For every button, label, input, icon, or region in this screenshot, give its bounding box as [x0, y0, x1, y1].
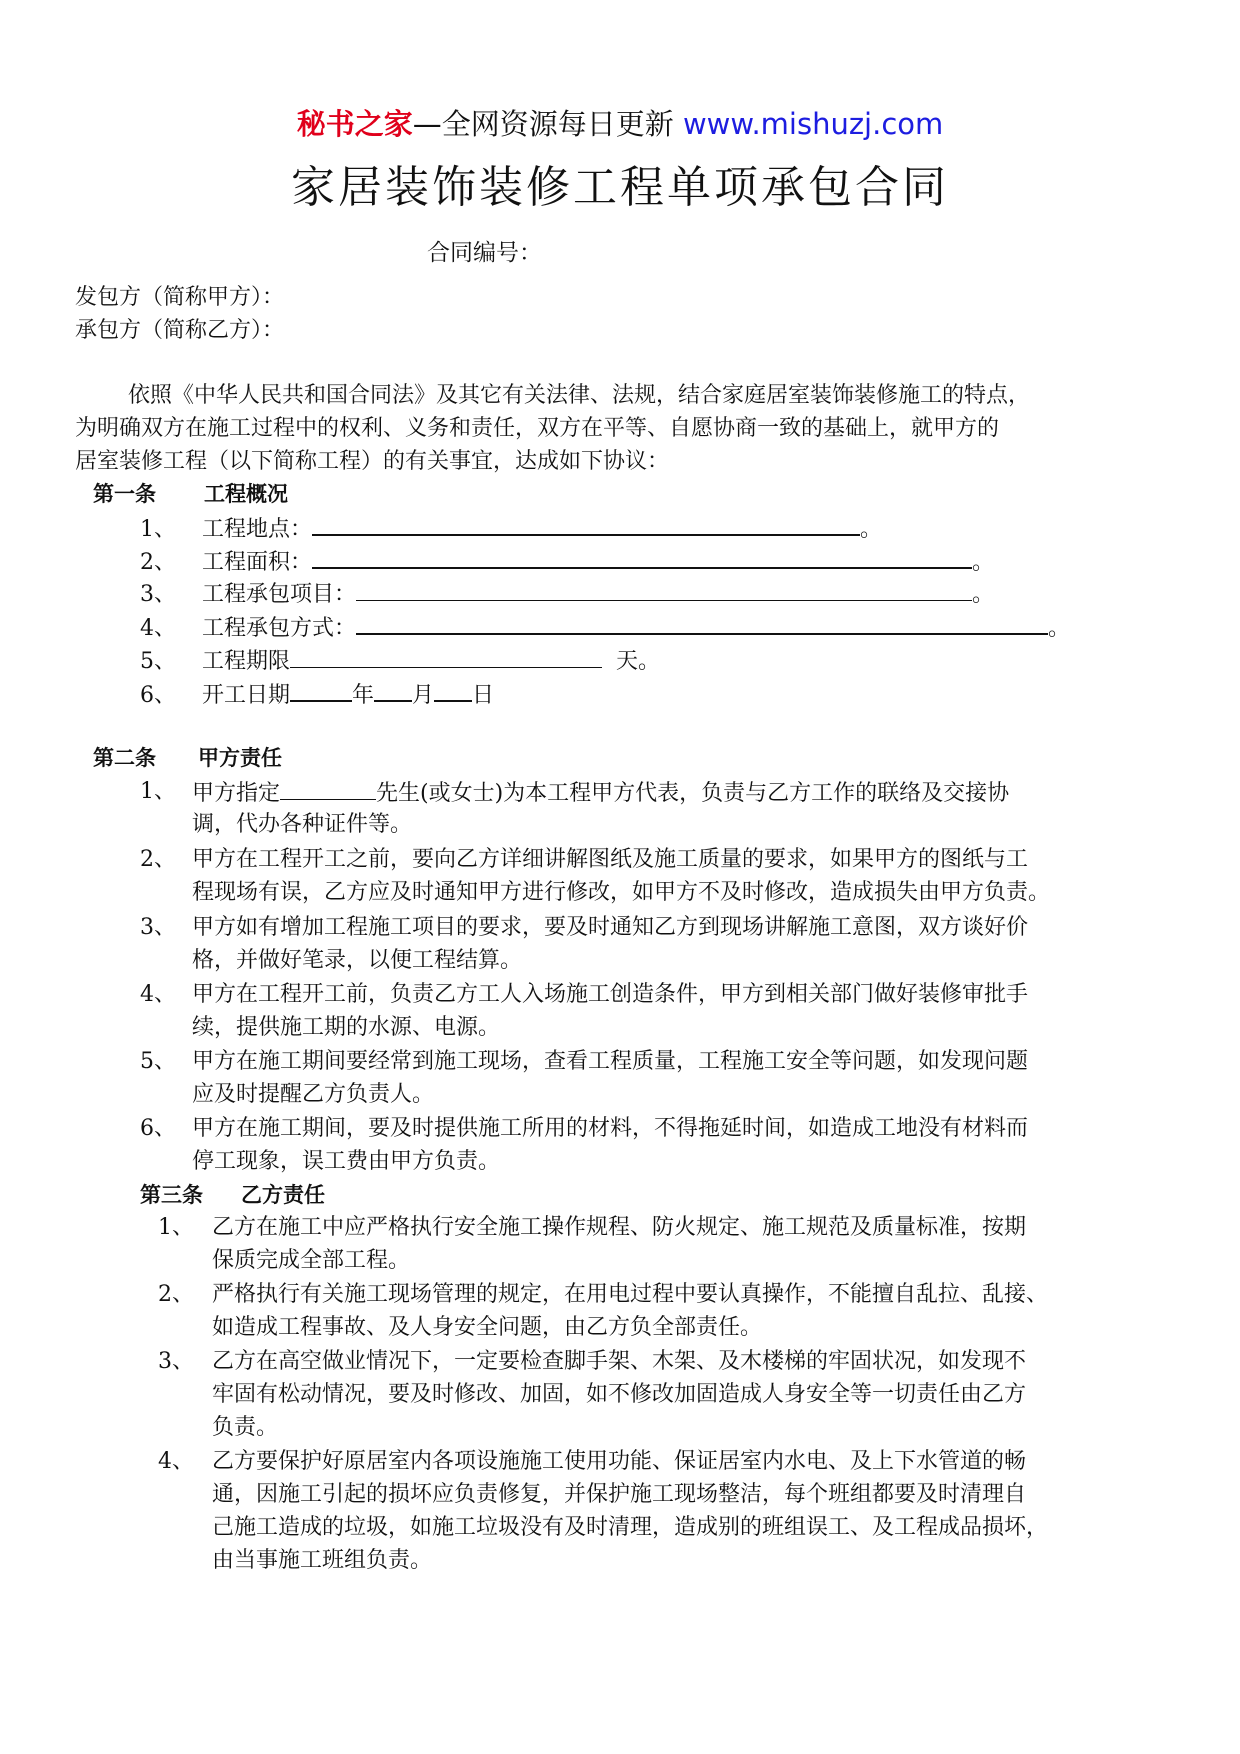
blank-field[interactable]	[280, 777, 376, 800]
list-item-line: 甲方在施工期间，要及时提供施工所用的材料，不得拖延时间，如造成工地没有材料而	[192, 1116, 1029, 1141]
day-label: 日	[472, 683, 495, 708]
list-item	[140, 645, 660, 677]
list-item-line: 格，并做好笔录，以便工程结算。	[192, 948, 523, 973]
item-label: 工程面积：	[202, 550, 313, 575]
article1-heading	[93, 479, 288, 509]
list-item-number: 3、	[140, 915, 176, 940]
item-number: 6、	[140, 683, 176, 708]
list-item-line: 乙方在高空做业情况下，一定要检查脚手架、木架、及木楼梯的牢固状况，如发现不	[212, 1349, 1027, 1374]
blank-field[interactable]	[312, 545, 972, 569]
list-item-number: 4、	[140, 982, 176, 1007]
item-label: 工程地点：	[202, 517, 313, 542]
list-item-line: 牢固有松动情况，要及时修改、加固，如不修改加固造成人身安全等一切责任由乙方	[212, 1382, 1027, 1407]
item-label: 工程期限	[202, 649, 291, 674]
list-item	[140, 611, 1070, 644]
blank-day[interactable]	[434, 678, 472, 702]
list-item-number: 1、	[140, 779, 176, 804]
blank-field[interactable]	[356, 578, 972, 601]
blank-year[interactable]	[290, 678, 352, 702]
party-b-label: 承包方（简称乙方）：	[75, 318, 285, 343]
list-item-number: 2、	[158, 1282, 194, 1307]
article-number: 第三条	[140, 1183, 203, 1207]
list-item-line: 保质完成全部工程。	[212, 1248, 411, 1273]
article-number: 第一条	[93, 482, 156, 506]
article-title: 工程概况	[204, 482, 288, 506]
list-item-line: 由当事施工班组负责。	[212, 1548, 433, 1573]
list-item-number: 1、	[158, 1215, 194, 1240]
item-number: 2、	[140, 550, 176, 575]
item-label: 开工日期	[202, 683, 291, 708]
item-end: 。	[1048, 616, 1071, 641]
list-item	[140, 678, 494, 711]
article3-heading	[140, 1180, 325, 1210]
item-number: 3、	[140, 582, 176, 607]
article-title: 甲方责任	[198, 746, 282, 770]
list-item-line: 严格执行有关施工现场管理的规定，在用电过程中要认真操作，不能擅自乱拉、乱接、	[212, 1282, 1049, 1307]
item-prefix: 甲方指定	[192, 781, 281, 806]
blank-field[interactable]	[356, 611, 1048, 635]
item-end: 。	[972, 582, 995, 607]
blank-month[interactable]	[374, 678, 412, 702]
party-a-label: 发包方（简称甲方）：	[75, 285, 285, 310]
list-item-number: 4、	[158, 1449, 194, 1474]
item-number: 5、	[140, 649, 176, 674]
intro-line: 居室装修工程（以下简称工程）的有关事宜，达成如下协议：	[75, 449, 670, 474]
item-text: 先生(或女士)为本工程甲方代表，负责与乙方工作的联络及交接协	[376, 781, 1010, 806]
list-item	[140, 545, 994, 578]
list-item-number: 2、	[140, 847, 176, 872]
list-item-line: 乙方在施工中应严格执行安全施工操作规程、防火规定、施工规范及质量标准，按期	[212, 1215, 1027, 1240]
intro-line: 为明确双方在施工过程中的权利、义务和责任，双方在平等、自愿协商一致的基础上，就甲方的	[75, 416, 1000, 441]
article-number: 第二条	[93, 746, 156, 770]
site-header	[0, 104, 1240, 144]
item-end: 。	[860, 517, 883, 542]
year-label: 年	[352, 683, 375, 708]
list-item-line: 停工现象，误工费由甲方负责。	[192, 1149, 501, 1174]
list-item-number: 3、	[158, 1349, 194, 1374]
item-number: 1、	[140, 517, 176, 542]
list-item-number: 5、	[140, 1049, 176, 1074]
item-label: 工程承包方式：	[202, 616, 357, 641]
list-item-line: 乙方要保护好原居室内各项设施施工使用功能、保证居室内水电、及上下水管道的畅	[212, 1449, 1027, 1474]
list-item-line: 如造成工程事故、及人身安全问题，由乙方负全部责任。	[212, 1315, 763, 1340]
item-end: 天。	[616, 649, 661, 674]
list-item-line: 甲方在施工期间要经常到施工现场，查看工程质量，工程施工安全等问题，如发现问题	[192, 1049, 1029, 1074]
header-slogan: —全网资源每日更新	[412, 107, 674, 141]
intro-line: 依照《中华人民共和国合同法》及其它有关法律、法规，结合家庭居室装饰装修施工的特点，	[128, 383, 1031, 408]
brand-name: 秘书之家	[296, 107, 413, 141]
item-label: 工程承包项目：	[202, 582, 357, 607]
list-item-line: 程现场有误，乙方应及时通知甲方进行修改，如甲方不及时修改，造成损失由甲方负责。	[192, 880, 1051, 905]
month-label: 月	[412, 683, 435, 708]
contract-number-label: 合同编号：	[427, 240, 542, 266]
list-item-number: 6、	[140, 1116, 176, 1141]
list-item-line: 通，因施工引起的损坏应负责修复，并保护施工现场整洁，每个班组都要及时清理自	[212, 1482, 1027, 1507]
list-item-line: 调，代办各种证件等。	[192, 812, 413, 837]
list-item-line: 甲方在工程开工前，负责乙方工人入场施工创造条件，甲方到相关部门做好装修审批手	[192, 982, 1029, 1007]
item-number: 4、	[140, 616, 176, 641]
list-item-line: 续，提供施工期的水源、电源。	[192, 1015, 501, 1040]
header-url-link[interactable]: www.mishuzj.com	[682, 107, 944, 141]
document-title: 家居装饰装修工程单项承包合同	[291, 162, 949, 213]
list-item-line: 甲方在工程开工之前，要向乙方详细讲解图纸及施工质量的要求，如果甲方的图纸与工	[192, 847, 1029, 872]
list-item-line: 应及时提醒乙方负责人。	[192, 1082, 435, 1107]
article-title: 乙方责任	[241, 1183, 325, 1207]
item-end: 。	[972, 550, 995, 575]
blank-field[interactable]	[312, 512, 860, 536]
list-item	[140, 512, 882, 545]
list-item-line	[192, 777, 1009, 809]
list-item-line: 己施工造成的垃圾，如施工垃圾没有及时清理，造成别的班组误工、及工程成品损坏，	[212, 1515, 1049, 1540]
list-item-line: 负责。	[212, 1415, 279, 1440]
list-item-line: 甲方如有增加工程施工项目的要求，要及时通知乙方到现场讲解施工意图，双方谈好价	[192, 915, 1029, 940]
blank-field[interactable]	[290, 645, 602, 668]
article2-heading	[93, 743, 282, 773]
list-item	[140, 578, 994, 610]
